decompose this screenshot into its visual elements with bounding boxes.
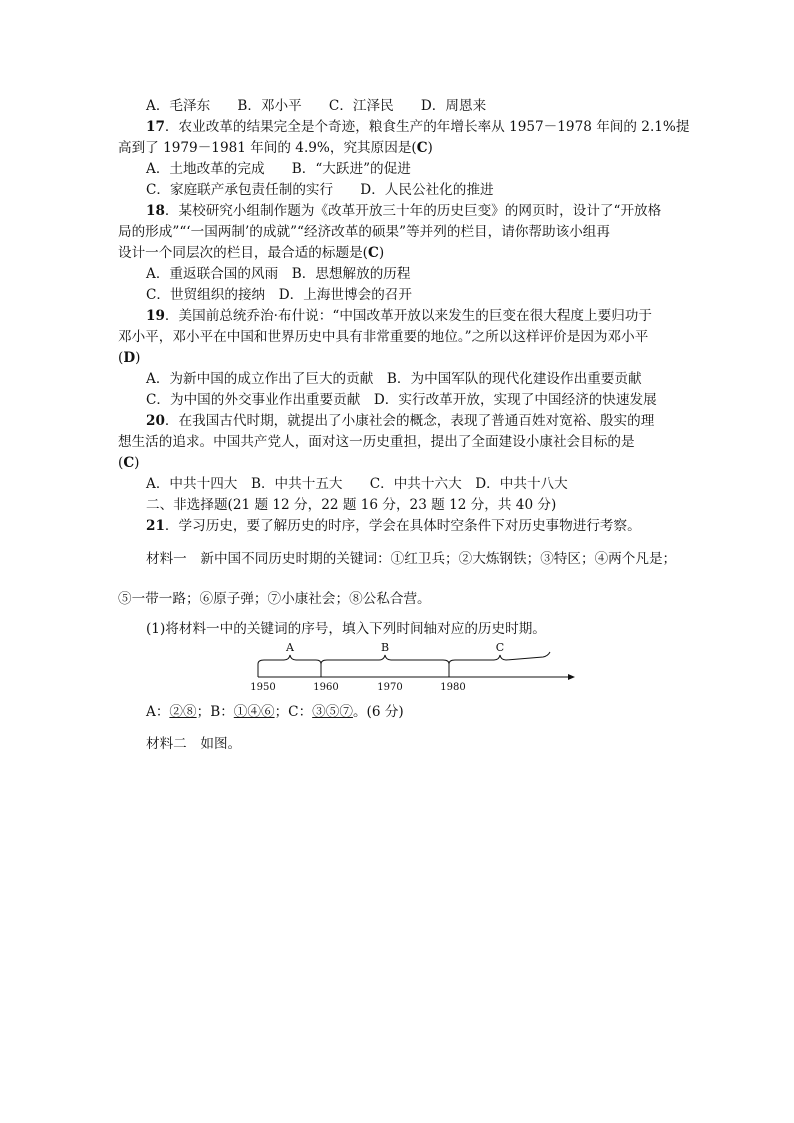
year-label-1970: 1970 [377, 682, 403, 693]
q18-answer: C [368, 245, 379, 261]
q20-options: A．中共十四大 B．中共十五大 C．中共十六大 D．中共十八大 [146, 476, 568, 492]
q19-close: ) [135, 350, 141, 366]
brace-label-c: C [495, 641, 505, 654]
answer-b-value: ①④⑥ [233, 704, 275, 720]
q21-answer-line [146, 703, 404, 721]
q17-close: ) [427, 140, 433, 156]
answer-c-label: ；C： [274, 704, 313, 720]
timeline-diagram [250, 640, 580, 696]
q19-line2: 邓小平，邓小平在中国和世界历史中具有非常重要的地位。”之所以这样评价是因为邓小平 [118, 329, 649, 345]
brace-label-a: A [286, 641, 294, 654]
q17-line1 [146, 118, 689, 136]
q20-stem-1: ．在我国古代时期，就提出了小康社会的概念，表现了普通百姓对宽裕、殷实的理 [164, 413, 655, 429]
q18-stem-1: ．某校研究小组制作题为《改革开放三十年的历史巨变》的网页时，设计了“开放格 [164, 203, 662, 219]
brace-b [321, 655, 449, 664]
answer-a-value: ②⑧ [169, 704, 197, 720]
q17-answer: C [416, 140, 428, 156]
q21-material1-line2: ⑤一带一路；⑥原子弹；⑦小康社会；⑧公私合营。 [118, 591, 431, 607]
q21-line1 [146, 517, 641, 535]
q20-number: 20 [146, 413, 165, 429]
year-label-1960: 1960 [313, 682, 339, 693]
q20-answer: C [123, 455, 135, 471]
q19-options-cd: C．为中国的外交事业作出重要贡献 D．实行改革开放，实现了中国经济的快速发展 [146, 392, 657, 408]
q19-stem-1: ．美国前总统乔治·布什说：“中国改革开放以来发生的巨变在很大程度上要归功于 [164, 308, 652, 324]
q20-open: ( [118, 455, 124, 471]
q19-line1 [146, 307, 652, 325]
answer-score: 。(6 分) [352, 704, 404, 720]
q21-stem: ．学习历史，要了解历史的时序，学会在具体时空条件下对历史事物进行考察。 [164, 518, 641, 534]
year-label-1980: 1980 [440, 682, 466, 693]
q20-close: ) [134, 455, 140, 471]
q18-line1 [146, 202, 661, 220]
q21-material2: 材料二 如图。 [146, 736, 242, 752]
section-heading-non-choice: 二、非选择题(21 题 12 分，22 题 16 分，23 题 12 分，共 40 分) [146, 497, 557, 513]
brace-label-b: B [380, 641, 390, 654]
q18-options-cd: C．世贸组织的接纳 D．上海世博会的召开 [146, 287, 412, 303]
q18-line3 [118, 244, 384, 262]
answer-a-label: A： [146, 704, 170, 720]
q19-answer: D [123, 350, 136, 366]
q17-stem-2: 高到了 1979－1981 年间的 4.9%，究其原因是( [118, 140, 417, 156]
timeline-arrowhead [568, 674, 575, 680]
q21-material1-line1: 材料一 新中国不同历史时期的关键词：①红卫兵；②大炼钢铁；③特区；④两个凡是； [146, 551, 677, 567]
q20-line3 [118, 454, 139, 472]
q18-options-ab: A．重返联合国的风雨 B．思想解放的历程 [146, 266, 411, 282]
q19-line3 [118, 349, 140, 367]
q17-options-cd: C．家庭联产承包责任制的实行 D．人民公社化的推进 [146, 182, 494, 198]
answer-b-label: ；B： [196, 704, 234, 720]
answer-c-value: ③⑤⑦ [312, 704, 353, 720]
q21-number: 21 [146, 518, 165, 534]
q17-line2 [118, 139, 433, 157]
q16-options: A．毛泽东 B．邓小平 C．江泽民 D．周恩来 [146, 98, 487, 114]
q19-options-ab: A．为新中国的成立作出了巨大的贡献 B．为中国军队的现代化建设作出重要贡献 [146, 371, 642, 387]
q20-line2: 想生活的追求。中国共产党人，面对这一历史重担，提出了全面建设小康社会目标的是 [118, 434, 635, 450]
q17-number: 17 [146, 119, 165, 135]
q18-line2: 局的形成”“‘一国两制’的成就”“经济改革的硕果”等并列的栏目，请你帮助该小组再 [118, 224, 610, 240]
brace-a [258, 655, 321, 664]
q20-line1 [146, 412, 654, 430]
q21-sub1: (1)将材料一中的关键词的序号，填入下列时间轴对应的历史时期。 [146, 621, 546, 637]
q17-options-ab: A．土地改革的完成 B．“大跃进”的促进 [146, 161, 411, 177]
q17-stem-1: ．农业改革的结果完全是个奇迹，粮食生产的年增长率从 1957－1978 年间的 2.1%提 [164, 119, 690, 135]
q19-open: ( [118, 350, 124, 366]
q18-close: ) [378, 245, 385, 261]
year-label-1950: 1950 [250, 682, 276, 693]
q18-stem-3: 设计一个同层次的栏目，最合适的标题是( [118, 245, 368, 261]
q19-number: 19 [146, 308, 165, 324]
q18-number: 18 [146, 203, 165, 219]
